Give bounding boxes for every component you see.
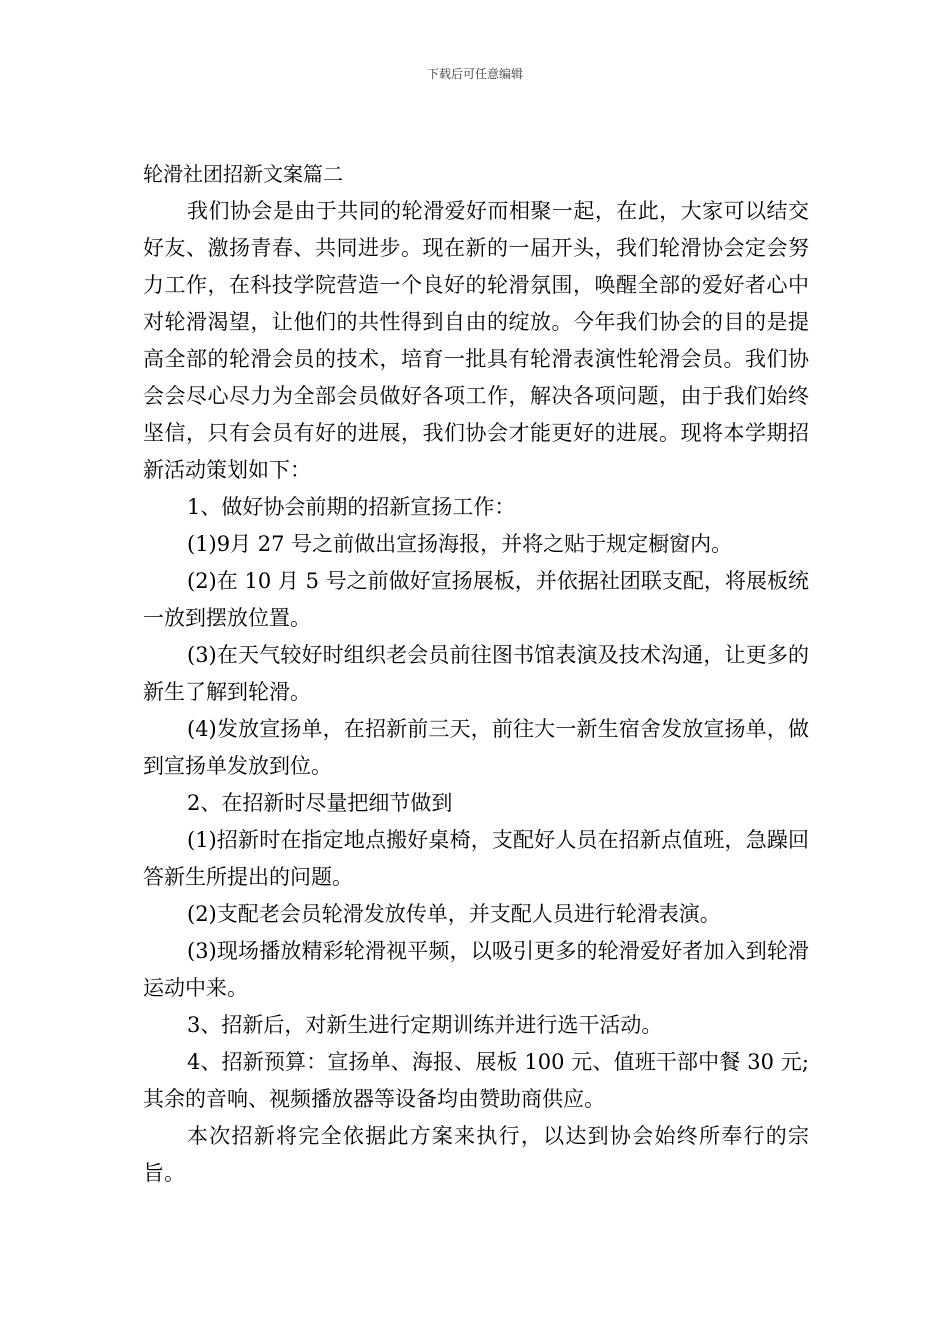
paragraph-section-1: 1、做好协会前期的招新宣扬工作： [187, 495, 516, 519]
paragraph-section-4: 4、招新预算：宣扬单、海报、展板 100 元、值班干部中餐 30 元;其余的音响、视频播放器等设备均由赞助商供应。 [143, 1050, 809, 1111]
paragraph-item-1-3: (3)在天气较好时组织老会员前往图书馆表演及技术沟通，让更多的新生了解到轮滑。 [143, 643, 809, 704]
paragraph-intro: 我们协会是由于共同的轮滑爱好而相聚一起，在此，大家可以结交好友、激扬青春、共同进步。现在新的一届开头，我们轮滑协会定会努力工作，在科技学院营造一个良好的轮滑氛围，唤醒全部的爱好者心中对轮滑渴望，让他们的共性得到自由的绽放。今年我们协会的目的是提高全部的轮滑会员的技术，培育一批具有轮滑表演性轮滑会员。我们协会会尽心尽力为全部会员做好各项工作，解决各项问题，由于我们始终坚信，只有会员有好的进展，我们协会才能更好的进展。现将本学期招新活动策划如下： [143, 199, 809, 482]
document-body [143, 156, 809, 1192]
paragraph-item-2-1: (1)招新时在指定地点搬好桌椅，支配好人员在招新点值班，急躁回答新生所提出的问题。 [143, 828, 809, 889]
paragraph-item-1-4: (4)发放宣扬单，在招新前三天，前往大一新生宿舍发放宣扬单，做到宣扬单发放到位。 [143, 717, 809, 778]
paragraph-item-1-2: (2)在 10 月 5 号之前做好宣扬展板，并依据社团联支配，将展板统一放到摆放位置。 [143, 569, 809, 630]
header-note: 下载后可任意编辑 [426, 67, 523, 81]
paragraph-section-2: 2、在招新时尽量把细节做到 [187, 791, 453, 815]
document-title: 轮滑社团招新文案篇二 [143, 162, 343, 186]
paragraph-item-2-2: (2)支配老会员轮滑发放传单，并支配人员进行轮滑表演。 [187, 902, 721, 926]
paragraph-item-2-3: (3)现场播放精彩轮滑视平频，以吸引更多的轮滑爱好者加入到轮滑运动中来。 [143, 939, 809, 1000]
paragraph-item-1-1: (1)9月 27 号之前做出宣扬海报，并将之贴于规定橱窗内。 [187, 532, 733, 556]
paragraph-section-3: 3、招新后，对新生进行定期训练并进行选干活动。 [187, 1013, 663, 1037]
paragraph-conclusion: 本次招新将完全依据此方案来执行，以达到协会始终所奉行的宗旨。 [143, 1124, 809, 1185]
